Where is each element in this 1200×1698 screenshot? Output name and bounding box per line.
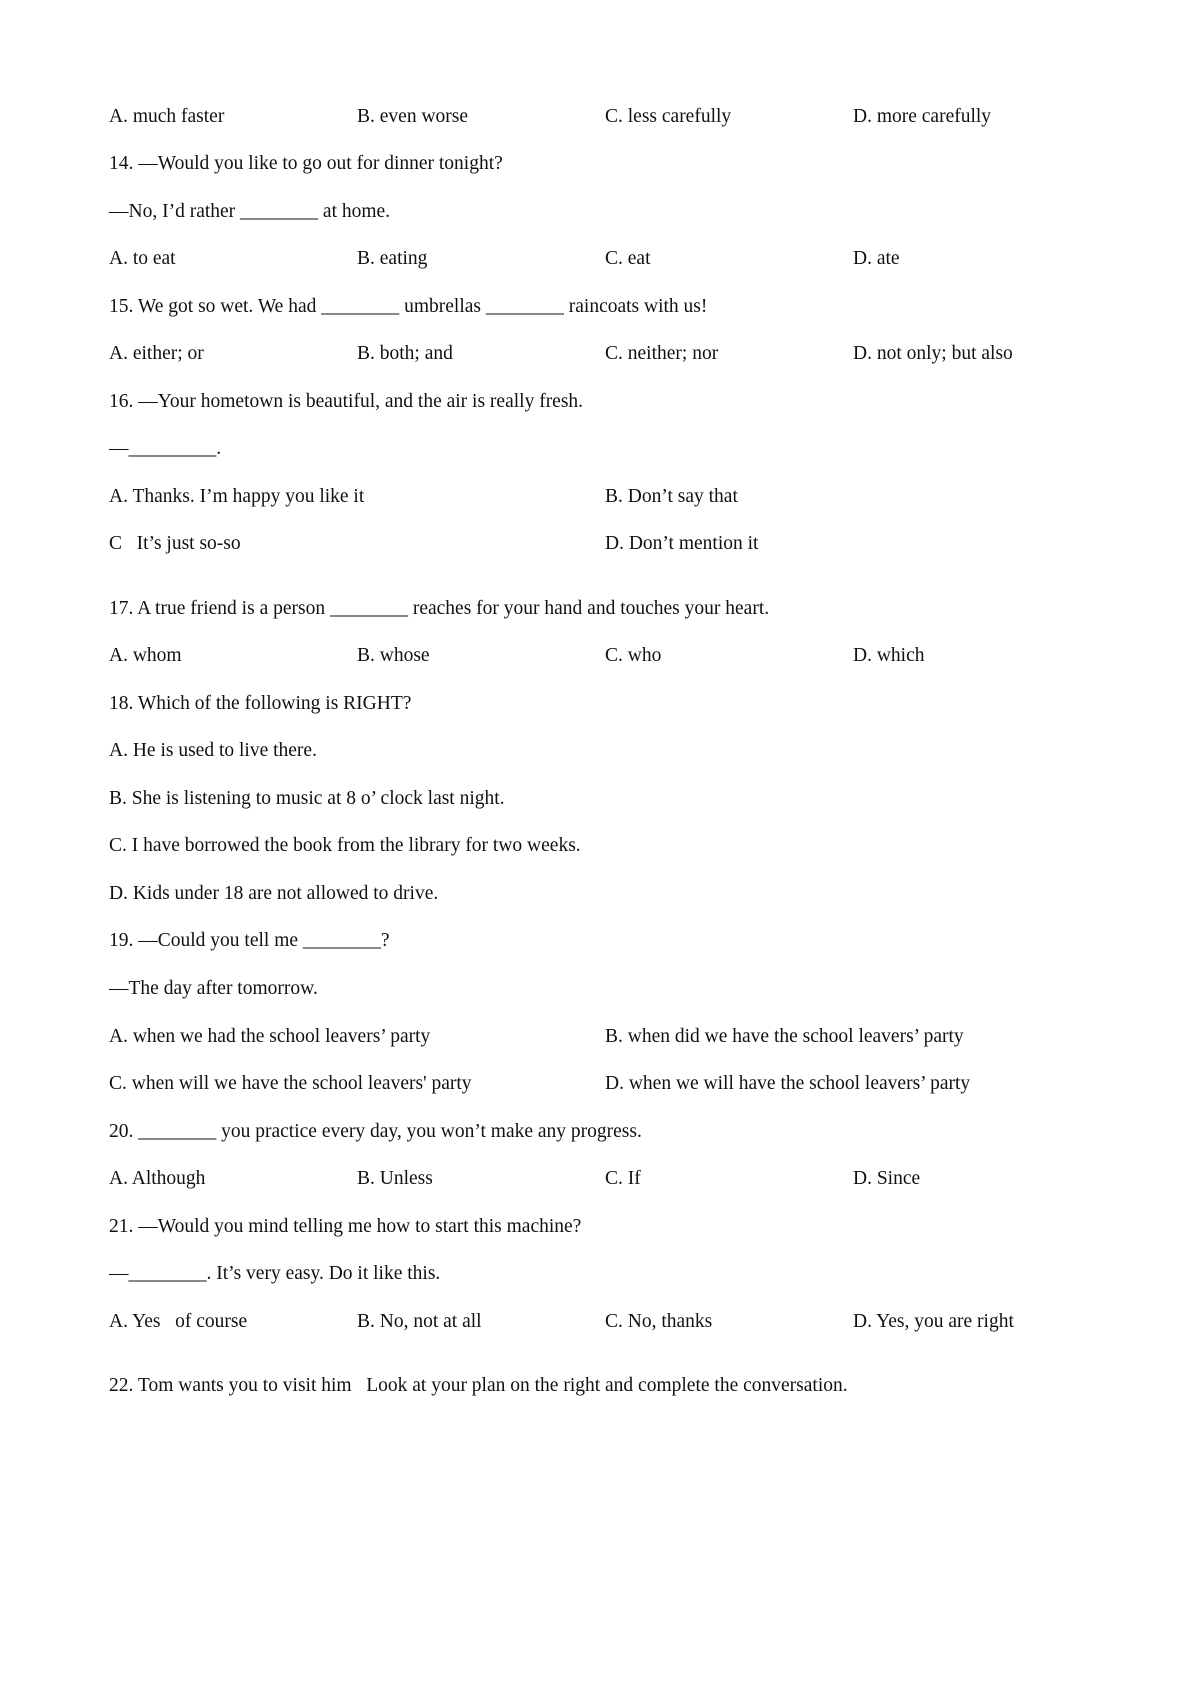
q15-option-c: C. neither; nor (605, 343, 719, 364)
q14-option-a: A. to eat (109, 248, 176, 269)
q18-option-d: D. Kids under 18 are not allowed to drive. (109, 883, 439, 904)
q14-option-b: B. eating (357, 248, 428, 269)
q18-option-c: C. I have borrowed the book from the library for two weeks. (109, 835, 581, 856)
q19-stem: 19. —Could you tell me ________? (109, 930, 390, 951)
q14-reply: —No, I’d rather ________ at home. (109, 201, 391, 222)
q21-option-b: B. No, not at all (357, 1311, 482, 1332)
q21-reply: —________. It’s very easy. Do it like this. (109, 1263, 441, 1284)
q15-option-b: B. both; and (357, 343, 453, 364)
q14-option-c: C. eat (605, 248, 651, 269)
q17-option-c: C. who (605, 645, 662, 666)
q15-option-d: D. not only; but also (853, 343, 1013, 364)
q21-option-c: C. No, thanks (605, 1311, 713, 1332)
q19-option-c: C. when will we have the school leavers' party (109, 1073, 472, 1094)
q14-stem: 14. —Would you like to go out for dinner tonight? (109, 153, 503, 174)
q17-option-d: D. which (853, 645, 925, 666)
q21-stem: 21. —Would you mind telling me how to start this machine? (109, 1216, 582, 1237)
q19-option-a: A. when we had the school leavers’ party (109, 1026, 431, 1047)
q20-option-a: A. Although (109, 1168, 206, 1189)
q20-option-c: C. If (605, 1168, 641, 1189)
q13-option-a: A. much faster (109, 106, 225, 127)
q13-option-c: C. less carefully (605, 106, 732, 127)
q18-option-a: A. He is used to live there. (109, 740, 317, 761)
q19-option-d: D. when we will have the school leavers’ party (605, 1073, 971, 1094)
q19-option-b: B. when did we have the school leavers’ party (605, 1026, 964, 1047)
q16-option-c: C It’s just so-so (109, 533, 241, 554)
q17-option-b: B. whose (357, 645, 430, 666)
q20-option-d: D. Since (853, 1168, 921, 1189)
q22-stem: 22. Tom wants you to visit him Look at your plan on the right and complete the conversation. (109, 1375, 848, 1396)
q15-stem: 15. We got so wet. We had ________ umbrellas ________ raincoats with us! (109, 296, 708, 317)
q18-option-b: B. She is listening to music at 8 o’ clock last night. (109, 788, 505, 809)
q21-option-a: A. Yes of course (109, 1311, 248, 1332)
q16-option-b: B. Don’t say that (605, 486, 738, 507)
q18-stem: 18. Which of the following is RIGHT? (109, 693, 412, 714)
q13-option-b: B. even worse (357, 106, 469, 127)
q17-stem: 17. A true friend is a person ________ reaches for your hand and touches your heart. (109, 598, 770, 619)
q15-option-a: A. either; or (109, 343, 204, 364)
q21-option-d: D. Yes, you are right (853, 1311, 1014, 1332)
q19-reply: —The day after tomorrow. (109, 978, 318, 999)
q17-option-a: A. whom (109, 645, 182, 666)
q16-option-a: A. Thanks. I’m happy you like it (109, 486, 365, 507)
q16-option-d: D. Don’t mention it (605, 533, 759, 554)
q20-option-b: B. Unless (357, 1168, 433, 1189)
q16-stem: 16. —Your hometown is beautiful, and the air is really fresh. (109, 391, 584, 412)
q16-reply: —_________. (109, 438, 222, 459)
q14-option-d: D. ate (853, 248, 900, 269)
q13-option-d: D. more carefully (853, 106, 992, 127)
q20-stem: 20. ________ you practice every day, you won’t make any progress. (109, 1121, 642, 1142)
